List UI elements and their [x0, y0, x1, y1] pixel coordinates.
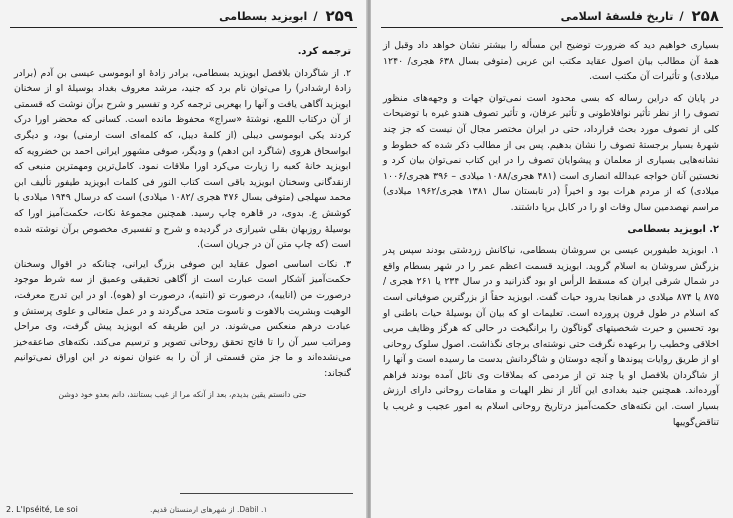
right-paragraph-1: بسیاری خواهیم دید که ضرورت توضیح این مسأله را بیشتر نشان خواهد داد وقبل از همهٔ آن مطالب بیان اصول عقاید مکتب ابن عربی (متوفی بسال ۶۳۸ هجری/ ۱۲۴۰ میلادی) و تأثیرات آن مکتب است.	[383, 40, 720, 83]
right-page-number: ۲۵۸	[691, 7, 719, 25]
left-paragraph-2: ۲. از شاگردان بلافصل ابویزید بسطامی، برادر زادهٔ او ابوموسی عیسی بن آدم (برادر زادهٔ ارشدادر) را می‌توان نام برد که جنید، مرشد معروف بغداد بوسیلهٔ او از سخنان ابویزید آگاهی یافت و آنها را بهعربی ترجمه کرد و تفسیر و شرح برآن نوشت که قسمتی از آن درکتاب اللمع، نوشتهٔ «سراج» محفوظ مانده است. کسانی که محضر اورا درک کردند یکی ابوموسی دیبلی (از کلمهٔ دیبل، که کلمه‌ای است ارمنی) بود، و دیگری ابواسحاق هروی (شاگرد ابن ادهم) و ودیگر، صوفی مشهور ایرانی احمد بن خضرویه که ابویزید خانهٔ کعبه را زیارت می‌کرد اورا ملاقات نمود. کامل‌ترین ومهمترین منبعی که ازنقدگانی وسخنان ابویزید باقی است کتاب النور فی کلمات ابویزید طیفور تألیف ابن محمد سهلجی (متوفی بسال ۴۷۶ هجری /۱۰۸۲ میلادی) است که درسال ۱۹۴۹ میلادی با کوشش ع. بدوی، در قاهره چاپ رسید. همچنین مجموعهٔ نکات، حکمت‌آمیز اورا که بوسیلهٔ روزبهان بقلی شیرازی در گردیده و شرح و تفسیری مخصوص برآن نوشته شده است (که چاپ متن آن در جریان است).	[14, 67, 351, 251]
right-page	[371, 0, 733, 518]
left-footnote-persian: ۱. Dabil. از شهرهای ارمنستان قدیم.	[150, 505, 268, 514]
right-header-rule	[381, 27, 723, 28]
left-page-body	[14, 38, 351, 403]
left-header-separator: /	[313, 9, 318, 23]
left-header-rule	[10, 27, 357, 28]
left-page-header	[14, 6, 353, 26]
right-paragraph-2: در پایان که دراین رساله که بسی محدود است نمی‌توان جهات و وجهه‌های منظور تصوف را از نظر تأثیر نوافلاطونی و تأثیر عرفان، و تأثیر تصوف هندو غیره با توضیحات کلی از تصوف مورد بحث قرارداد، حتی در ایران مختصر مجال آن نیست که جز چند شهرهٔ بسیار برجستهٔ تصوف را نشان بدهیم. پس بی از مطالب ذکر شده که خطوط و نشانه‌هایی بسیاری از معلمان و پیشوایان تصوف را در این کتاب نمی‌توان بیان کرد و نخستین آنان خواجه عبدالله انصاری است (۴۸۱ هجری/۱۰۸۸ میلادی – ۳۹۶ هجری/۱۰۰۶ میلادی) که از مردم هرات بود و اخیراً (در تابستان سال ۱۳۸۱ هجری/۱۹۶۲ میلادی) مراسم نهصدمین سال وفات او را در کابل برپا داشتند.	[383, 92, 719, 213]
right-section-paragraph: ۱. ابویزید طیفوربن عیسی بن سروشان بسطامی، نیاکانش زردشتی بودند سپس پدر بزرگش سروشان به اسلام گروید. ابویزید قسمت اعظم عمر را در شهر بسطام واقع در شمال شرقی ایران که مسقط الرأس او بود گذرانید و در سال ۲۳۴ یا ۲۶۱ هجری /۸۷۵ یا ۸۷۴ میلادی در همانجا بدرود حیات گفت. ابویزید حقاً از بزرگترین صوفیانی است که اسلام در طول قرون پرورده است. تعلیمات او که بیان آن بوسیلهٔ حیات باطنی او بود تحسین و حیرت شخصیتهای گوناگون را برانگیخت در حالی که هرگز وظایف مربی اخلاقی وخطیب را برعهده نگرفت حتی نوشته‌ای برجای نگذاشت. اصول سلوک روحانی او از طریق روایات پیوندها و آنچه دوستان و شاگردانش بدست ما رسیده است و آنها را از شاگردان بلافصل او یا چند تن از مردمی که بملاقات وی نائل آمده بودند فراهم آورده‌اند. همچنین جنید بغدادی این آثار از نظر الهیات و مقامات روحانی دارای ارزش بسیار است. این نکته‌های حکمت‌آمیز درتاریخ روحانی اسلام به امور عجیب و غریب یا تناقض‌گوییها	[383, 245, 720, 428]
right-page-body	[383, 38, 719, 430]
left-paragraph-3: ۳. نکات اساسی اصول عقاید این صوفی بزرگ ایرانی، چنانکه در اقوال وسخنان حکمت‌آمیز آشکار است عبارت است از آگاهی تحقیقی وعمیق از سه شرط موجود درصورت من (اناییه)، درصورت تو (انتیه)، درصورت او (هوه). او در این تدرج معرفت، الوهیت وبشریت بالاهوت و ناسوت متحد می‌گردند و در عمل متعالی و علوی پرستش و عبادت درهم منعکس می‌شوند. در این طریقه که ابویزید پیش گرفت، وی مراحل ومراتب سیر آن را تا فاتح تحقق روحانی تصویر و ترسیم می‌کند. نکته‌های صاعقه‌خیز می‌نشده‌اند و ما جز متن قسمتی از آن را به عنوان نمونه در این اوراق نمی‌توانیم گنجاند:	[14, 258, 351, 379]
left-page-number: ۲۵۹	[325, 7, 353, 25]
left-quote: حتی دانستم یقین بدیدم، بعد از آنکه مرا از غیب بستانند، دانم بعدو خود دوشن	[58, 390, 307, 400]
left-footnote-latin: 2. L'Ipséité, Le soi	[6, 505, 78, 514]
right-page-header	[385, 6, 719, 26]
right-header-separator: /	[679, 9, 684, 23]
left-page-running-title: ابویزید بسطامی	[219, 9, 308, 23]
left-heading: ترجمه کرد.	[297, 46, 351, 57]
right-section-heading: ۲. ابویزید بسطامی	[627, 223, 719, 235]
right-page-running-title: تاریخ فلسفهٔ اسلامی	[560, 9, 674, 23]
left-footnote-rule	[180, 493, 353, 494]
